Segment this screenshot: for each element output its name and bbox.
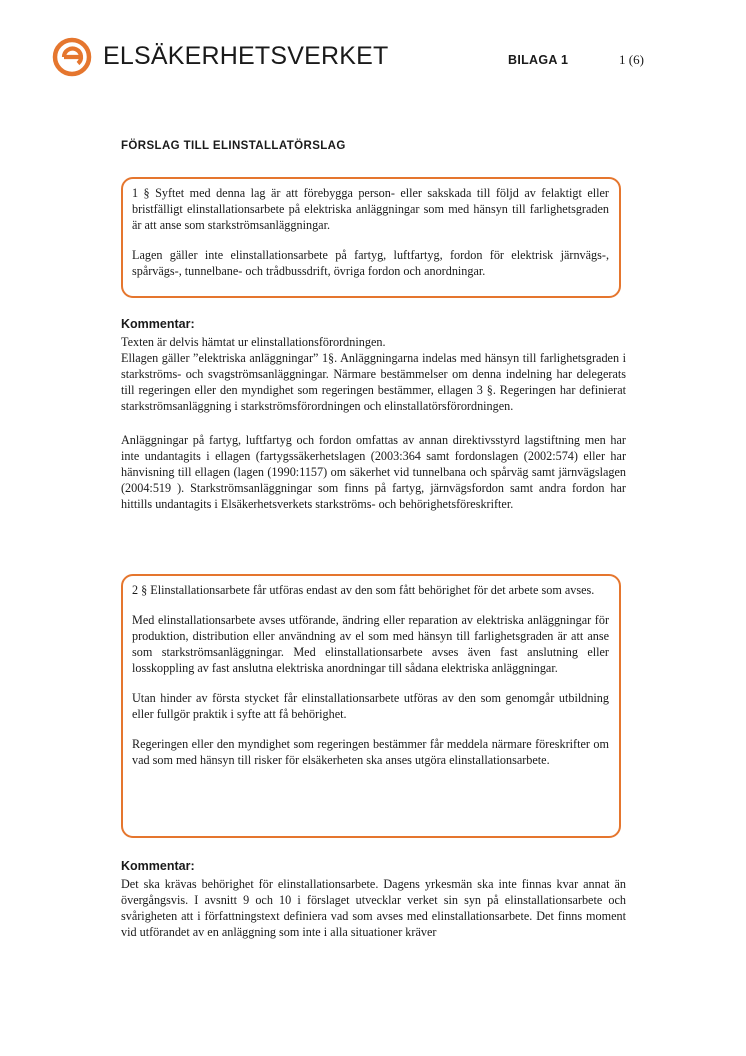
page-number: 1 (6) [619,52,644,67]
law-text: 2 § Elinstallationsarbete får utföras endast av den som fått behörighet för det arbete som avses. [132,583,595,597]
logo-text: ELSÄKERHETSVERKET [103,42,389,70]
law-text: Utan hinder av första stycket får elinstallationsarbete utföras av den som genomgår utbildning eller fullgör praktik i syfte att få behörighet. [132,691,609,721]
comment-text: Anläggningar på fartyg, luftfartyg och fordon omfattas av annan direktivsstyrd lagstiftning men har inte undantagits i ellagen (fartygssäkerhetslagen (2003:364 samt fordonslagen (2002:574) eller har hänvisning till ellagen (lagen (1990:1157) om säkerhet vid tunnelbana och spårväg samt järnvägslagen (2004:519 ). Starkströmsanläggningar som finns på fartyg, järnvägsfordon samt andra fordon har hittills undantagits i Elsäkerhetsverkets starkströms- och behörighetsföreskrifter. [121,433,626,511]
comment-section-2 [121,859,626,940]
comment-heading: Kommentar: [121,317,195,331]
comment-section-1 [121,317,626,512]
law-text: Med elinstallationsarbete avses utförande, ändring eller reparation av elektriska anläggningar för produktion, distribution eller användning av el som med hänsyn till farlighetsgraden är att anse som starkströmsanläggningar. Med elinstallationsarbete avses även fast anslutning eller losskoppling av fast anslutna elektriska anordningar till sådana elektriska anläggningar. [132,613,609,675]
comment-text: Det ska krävas behörighet för elinstallationsarbete. Dagens yrkesmän ska inte finnas kvar annat än övergångsvis. I avsnitt 9 och 10 i förslaget utvecklar verket sin syn på elinstallationsarbete och svårigheten att i författningstext definiera vad som avses med elinstallationsarbete. Det finns moment vid utförandet av en anläggning som inte i alla situationer kräver [121,877,626,939]
comment-heading: Kommentar: [121,859,195,873]
law-box-paragraph-1 [121,177,621,298]
elsakerhetsverket-logo-icon [52,37,92,77]
law-text: Lagen gäller inte elinstallationsarbete på fartyg, luftfartyg, fordon för elektrisk järnvägs-, spårvägs-, tunnelbane- och trådbussdrift, övriga fordon och anordningar. [132,248,609,278]
document-title: FÖRSLAG TILL ELINSTALLATÖRSLAG [121,140,346,152]
bilaga-label: BILAGA 1 [508,53,569,67]
law-box-paragraph-2 [121,574,621,838]
law-text: 1 § Syftet med denna lag är att förebygga person- eller sakskada till följd av felaktigt eller bristfälligt elinstallationsarbete på elektriska anläggningar som med hänsyn till farlighetsgraden är att anse som starkströmsanläggningar. [132,186,609,232]
law-text: Regeringen eller den myndighet som regeringen bestämmer får meddela närmare föreskrifter om vad som med hänsyn till risker för elsäkerheten ska anses utgöra elinstallationsarbete. [132,737,609,767]
comment-text: Ellagen gäller ”elektriska anläggningar” 1§. Anläggningarna indelas med hänsyn till farlighetsgraden i starkströms- och svagströmsanläggningar. Närmare bestämmelser om denna indelning har delegerats till regeringen eller den myndighet som regeringen bestämmer, ellagen 3 §. Regeringen har definierat starkströmsanläggning i starkströmsförordningen och elinstallatörsförordningen. [121,351,626,413]
page-header [50,36,700,80]
comment-text: Texten är delvis hämtat ur elinstallationsförordningen. [121,335,386,349]
